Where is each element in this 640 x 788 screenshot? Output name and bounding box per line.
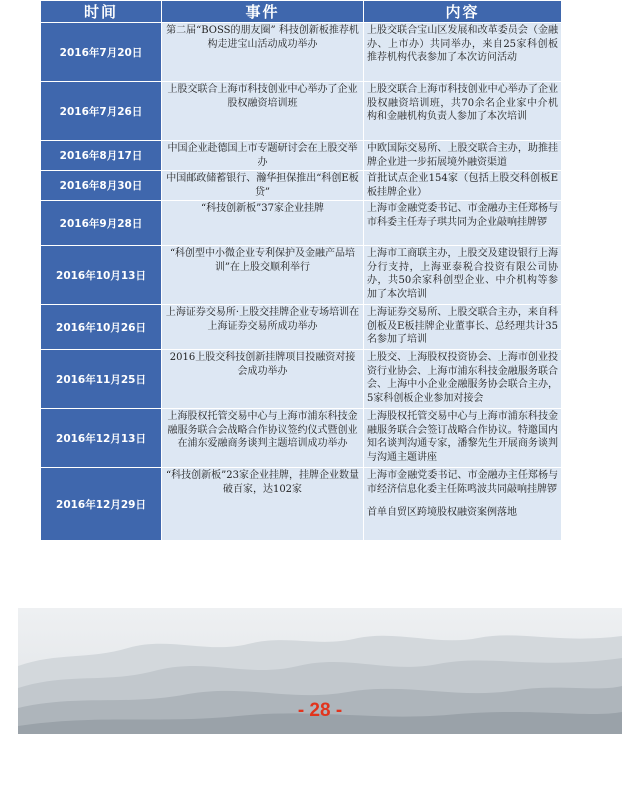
row-date: 2016年10月26日 [41,305,161,349]
row-date: 2016年8月17日 [41,141,161,170]
row-date: 2016年12月13日 [41,409,161,467]
table-row [41,171,561,200]
row-content: 首批试点企业154家（包括上股交科创板E板挂牌企业） [364,171,561,200]
table-row [41,246,561,304]
row-content: 上海市金融党委书记、市金融办主任郑杨与市科委主任寿子琪共同为企业敲响挂牌锣 [364,201,561,245]
row-event: 2016上股交科技创新挂牌项目投融资对接会成功举办 [162,350,363,408]
header-time: 时间 [41,1,161,22]
row-content: 上海证券交易所、上股交联合主办，来自科创板及E板挂牌企业董事长、总经理共计35名参加了培训 [364,305,561,349]
table-row [41,23,561,81]
table-row [41,141,561,170]
row-content [364,468,561,540]
events-table [40,0,562,541]
row-event: 上海证券交易所·上股交挂牌企业专场培训在上海证券交易所成功举办 [162,305,363,349]
row-date: 2016年8月30日 [41,171,161,200]
row-content: 上股交联合上海市科技创业中心举办了企业股权融资培训班，共70余名企业家中介机构和金融机构负责人参加了本次培训 [364,82,561,140]
table-row [41,82,561,140]
row-content-main: 上海市金融党委书记、市金融办主任郑杨与市经济信息化委主任陈鸣波共同敲响挂牌锣 [367,470,558,495]
row-content: 上海股权托管交易中心与上海市浦东科技金融服务联合会签订战略合作协议。特邀国内知名谈判沟通专家，潘黎先生开展商务谈判与沟通主题讲座 [364,409,561,467]
row-date: 2016年11月25日 [41,350,161,408]
row-content-extra: 首单自贸区跨境股权融资案例落地 [367,507,517,518]
row-date: 2016年12月29日 [41,468,161,540]
row-content: 上股交联合宝山区发展和改革委员会（金融办、上市办）共同举办，来自25家科创板推荐机构代表参加了本次访问活动 [364,23,561,81]
row-date: 2016年10月13日 [41,246,161,304]
row-event: 中国邮政储蓄银行、瀚华担保推出“科创E板贷” [162,171,363,200]
table-row [41,409,561,467]
row-event: “科技创新板”23家企业挂牌，挂牌企业数量破百家，达102家 [162,468,363,540]
row-event: “科技创新板”37家企业挂牌 [162,201,363,245]
row-content: 上海市工商联主办，上股交及建设银行上海分行支持，上海亚泰税合投资有限公司协办，共50余家科创型企业、中介机构等参加了本次培训 [364,246,561,304]
table-header-row [41,1,561,22]
events-table-container [40,0,561,541]
header-event: 事件 [162,1,363,22]
row-event: 中国企业赴德国上市专题研讨会在上股交举办 [162,141,363,170]
table-row [41,350,561,408]
row-event: 第二届“BOSS的朋友圈” 科技创新板推荐机构走进宝山活动成功举办 [162,23,363,81]
header-content: 内容 [364,1,561,22]
row-content: 上股交、上海股权投资协会、上海市创业投资行业协会、上海市浦东科技金融服务联合会、上海中小企业金融服务协会联合主办，5家科创板企业参加对接会 [364,350,561,408]
row-event: 上股交联合上海市科技创业中心举办了企业股权融资培训班 [162,82,363,140]
row-event: 上海股权托管交易中心与上海市浦东科技金融服务联合会战略合作协议签约仪式暨创业在浦东爱融商务谈判主题培训成功举办 [162,409,363,467]
table-row [41,468,561,540]
row-event: “科创型中小微企业专利保护及金融产品培训”在上股交顺利举行 [162,246,363,304]
table-row [41,305,561,349]
row-date: 2016年9月28日 [41,201,161,245]
table-row [41,201,561,245]
page-number: - 28 - [297,700,343,721]
row-date: 2016年7月26日 [41,82,161,140]
row-date: 2016年7月20日 [41,23,161,81]
row-content: 中欧国际交易所、上股交联合主办，助推挂牌企业进一步拓展境外融资渠道 [364,141,561,170]
